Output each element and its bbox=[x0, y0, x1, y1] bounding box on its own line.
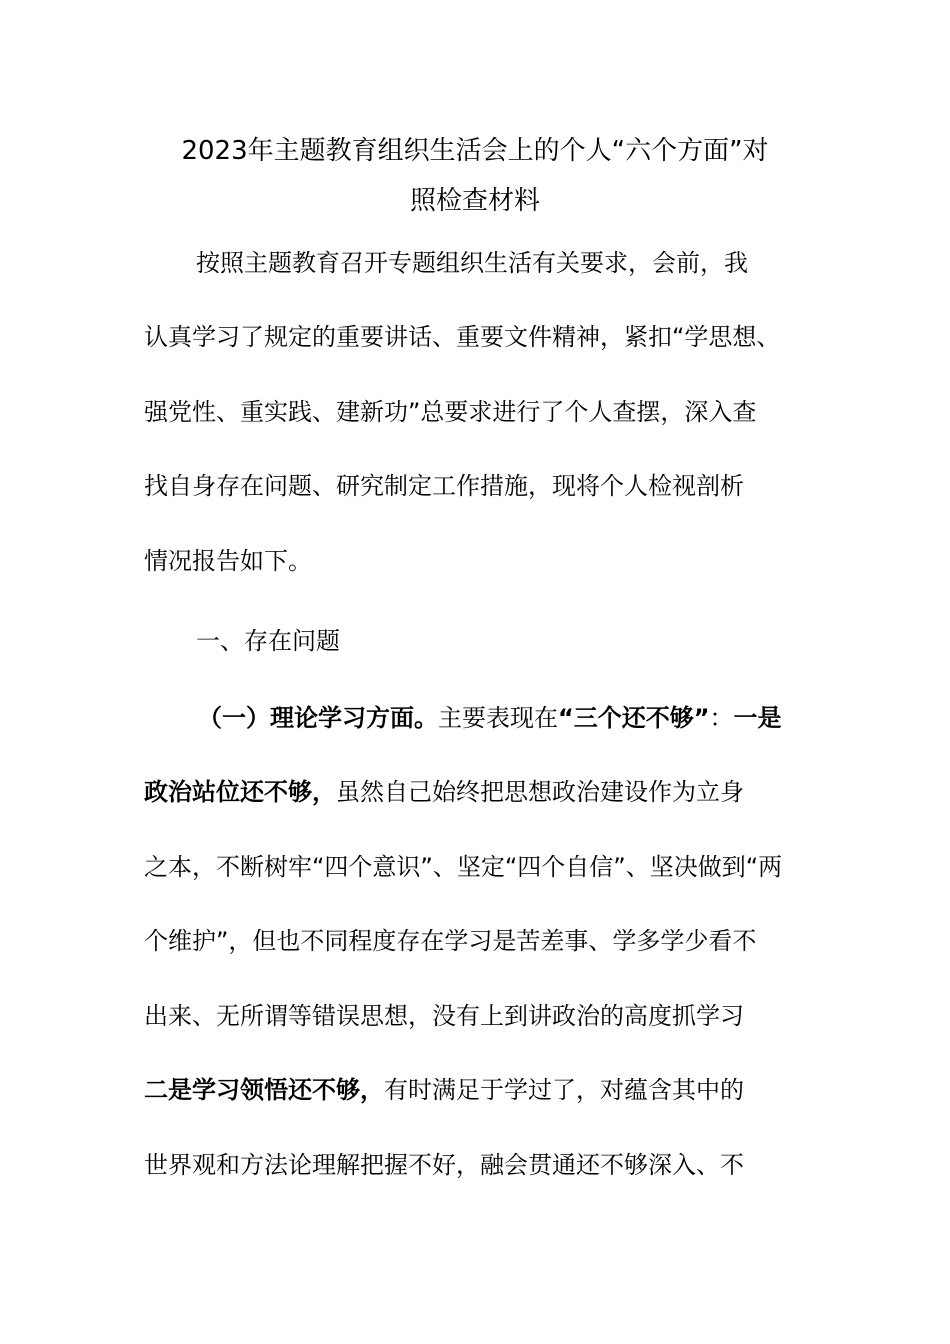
subsection-lead-colon: ： bbox=[709, 704, 734, 732]
point2-line-1 bbox=[144, 1072, 744, 1108]
intro-line-5: 情况报告如下。 bbox=[144, 547, 312, 575]
document-title-line-1: 2023年主题教育组织生活会上的个人“六个方面”对 bbox=[181, 136, 769, 166]
point1-line-4: 出来、无所谓等错误思想，没有上到讲政治的高度抓学习 bbox=[144, 1002, 744, 1030]
point1-label-start: 一是 bbox=[733, 704, 782, 732]
intro-line-3: 强党性、重实践、建新功”总要求进行了个人查摆，深入查 bbox=[144, 398, 757, 426]
intro-line-2: 认真学习了规定的重要讲话、重要文件精神，紧扣“学思想、 bbox=[144, 323, 781, 351]
point2-text-1: 有时满足于学过了，对蕴含其中的 bbox=[384, 1076, 744, 1104]
point1-label: 政治站位还不够， bbox=[144, 778, 336, 806]
intro-line-1: 按照主题教育召开专题组织生活有关要求，会前，我 bbox=[196, 249, 748, 277]
point1-line-1 bbox=[144, 774, 744, 810]
point1-line-2: 之本，不断树牢“四个意识”、坚定“四个自信”、坚决做到“两 bbox=[144, 853, 783, 881]
subsection-lead-emphasis: “三个还不够” bbox=[558, 704, 710, 732]
point2-line-2: 世界观和方法论理解把握不好，融会贯通还不够深入、不 bbox=[144, 1151, 744, 1179]
section-heading: 一、存在问题 bbox=[196, 627, 340, 655]
point1-text-1: 虽然自己始终把思想政治建设作为立身 bbox=[336, 778, 744, 806]
point1-line-3: 个维护”，但也不同程度存在学习是苦差事、学多学少看不 bbox=[144, 927, 757, 955]
subsection-heading: （一）理论学习方面。 bbox=[198, 704, 438, 732]
subsection-line-1 bbox=[198, 700, 782, 736]
point2-label: 二是学习领悟还不够， bbox=[144, 1076, 384, 1104]
document-title-line-2: 照检查材料 bbox=[409, 186, 540, 216]
subsection-lead: 主要表现在 bbox=[438, 704, 558, 732]
intro-line-4: 找自身存在问题、研究制定工作措施，现将个人检视剖析 bbox=[144, 472, 744, 500]
